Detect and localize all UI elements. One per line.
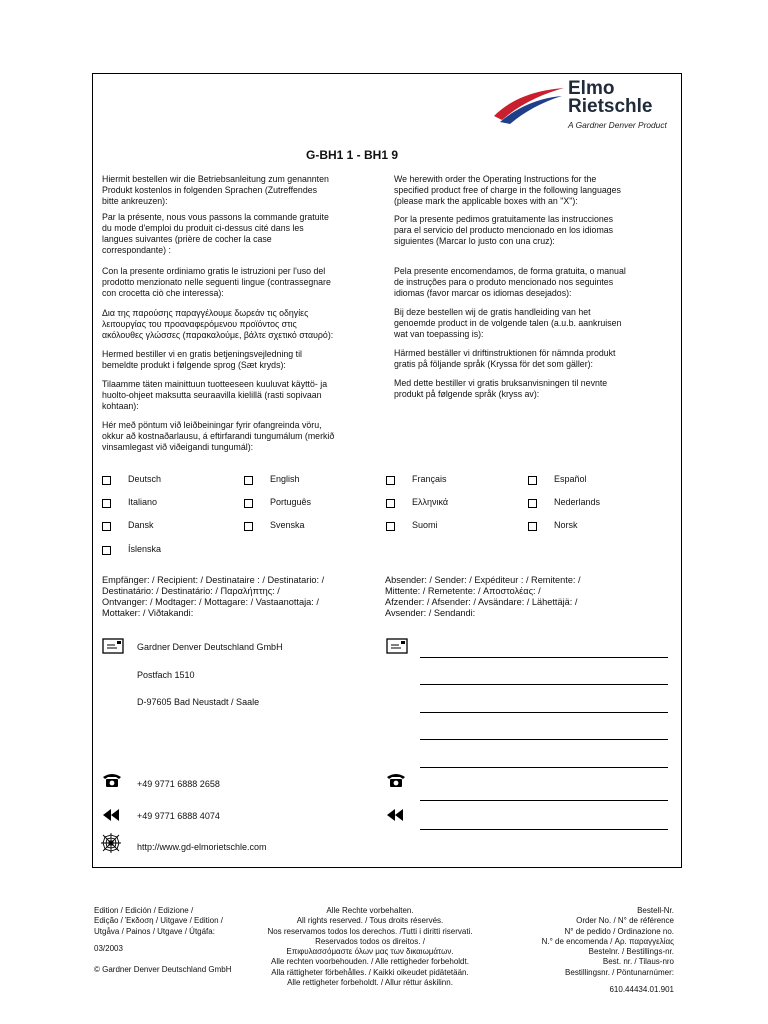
- intro-es: Por la presente pedimos gratuitamente las instrucciones para el servicio del producto mencionado en los idiomas siguientes (Marcar lo justo con una cruz):: [394, 214, 614, 246]
- sender-phone-line[interactable]: [420, 800, 668, 801]
- checkbox[interactable]: [528, 499, 537, 508]
- intro-sv: Härmed beställer vi driftinstruktionen för nämnda produkt gratis på följande språk (Kryssa för det som gäller):: [394, 348, 616, 369]
- swoosh-logo-icon: [492, 86, 566, 126]
- phone-icon: [102, 772, 122, 788]
- product-title: G-BH1 1 - BH1 9: [306, 148, 399, 162]
- intro-is: Hér með pöntum við leiðbeiningar fyrir ofangreinda vöru, okkur að kostnaðarlausu, á eftirfarandi tungumálum (merkið vinsamlegast við viðeigandi tungumál):: [102, 420, 335, 452]
- company-logo: [492, 80, 682, 134]
- logo-tagline: A Gardner Denver Product: [568, 120, 667, 130]
- checkbox[interactable]: [102, 476, 111, 485]
- copyright: © Gardner Denver Deutschland GmbH: [94, 965, 232, 974]
- edition-date: 03/2003: [94, 944, 123, 953]
- intro-de: Hiermit bestellen wir die Betriebsanleitung zum genannten Produkt kostenlos in folgenden Sprachen (Zutreffendes bitte ankreuzen):: [102, 174, 329, 206]
- sender-line-2[interactable]: [420, 684, 668, 685]
- checkbox[interactable]: [102, 499, 111, 508]
- checkbox[interactable]: [244, 522, 253, 531]
- recipient-label: Empfänger: / Recipient: / Destinataire : / Destinatario: / Destinatário: / Destinatário: / Παραλήπτης: / Ontvanger: / Modtager: / Mottagare: / Vastaanottaja: / Mottaker: / Viðtakandi:: [102, 575, 325, 618]
- checkbox[interactable]: [386, 522, 395, 531]
- order-number-label: Bestell-Nr. Order No. / N° de référence N° de pedido / Ordinazione no. N.° de encomenda / Αρ. παραγγελίας Bestelnr. / Bestillings-nr. Best. nr. / Tilaus-nro Bestillingsnr. / Pöntunarnúmer:: [541, 906, 674, 977]
- recipient-city: D-97605 Bad Neustadt / Saale: [137, 697, 260, 707]
- edition-label: Edition / Edición / Edizione / Edição / Έκδοση / Uitgave / Edition / Utgåva / Painos / Utgave / Útgáfa:: [94, 906, 223, 936]
- checkbox[interactable]: [244, 499, 253, 508]
- intro-en: We herewith order the Operating Instructions for the specified product free of charge in the following languages (please mark the applicable boxes with an "X"):: [394, 174, 621, 206]
- intro-nl: Bij deze bestellen wij de gratis handleiding van het genoemde product in de volgende talen (a.u.b. aankruisen wat van toepassing is):: [394, 307, 622, 339]
- sender-line-5[interactable]: [420, 767, 668, 768]
- sender-line-1[interactable]: [420, 657, 668, 658]
- checkbox[interactable]: [102, 546, 111, 555]
- recipient-phone: +49 9771 6888 2658: [137, 779, 220, 789]
- order-number: 610.44434.01.901: [609, 985, 674, 994]
- intro-fi: Tilaamme täten mainittuun tuotteeseen kuuluvat käyttö- ja huolto-ohjeet maksutta seuraavilla kielillä (rasti sopivaan kohtaan):: [102, 379, 328, 411]
- letter-icon: [386, 638, 408, 654]
- recipient-website[interactable]: http://www.gd-elmorietschle.com: [137, 842, 267, 852]
- intro-no: Med dette bestiller vi gratis bruksanvisningen til nevnte produkt på følgende språk (kryss av):: [394, 378, 608, 399]
- checkbox[interactable]: [386, 499, 395, 508]
- rights-reserved: Alle Rechte vorbehalten. All rights reserved. / Tous droits réservés. Nos reservamos todos los derechos. /Tutti i diritti riservati. Reservados todos os direitos. / Επιφυλασσόμαστε όλων μας των δικαιωμάτων. Alle rechten voorbehouden. / Alle rettigheder forbeholdt. Alla rättigheter förbehålles. / Kaikki oikeudet pidätetään. Alle rettigheter forbeholdt. / Allur réttur áskilinn.: [267, 906, 473, 988]
- checkbox[interactable]: [102, 522, 111, 531]
- recipient-fax: +49 9771 6888 4074: [137, 811, 220, 821]
- sender-line-4[interactable]: [420, 739, 668, 740]
- intro-it: Con la presente ordiniamo gratis le istruzioni per l'uso del prodotto menzionato nelle seguenti lingue (contrassegnare con crocetta ciò che interessa):: [102, 266, 331, 298]
- phone-icon: [386, 772, 406, 788]
- web-icon: [100, 832, 122, 854]
- checkbox[interactable]: [528, 522, 537, 531]
- sender-line-3[interactable]: [420, 712, 668, 713]
- sender-fax-line[interactable]: [420, 829, 668, 830]
- intro-pt: Pela presente encomendamos, de forma gratuita, o manual de instruções para o produto mencionado nos seguintes idiomas (favor marcar os idiomas desejados):: [394, 266, 626, 298]
- recipient-postbox: Postfach 1510: [137, 670, 195, 680]
- recipient-company: Gardner Denver Deutschland GmbH: [137, 642, 283, 652]
- logo-name: Elmo Rietschle: [568, 78, 653, 117]
- letter-icon: [102, 638, 124, 654]
- intro-fr: Par la présente, nous vous passons la commande gratuite du mode d'emploi du produit ci-dessus cité dans les langues suivantes (prière de cocher la case correspondante) :: [102, 212, 329, 255]
- fax-icon: [102, 808, 120, 822]
- intro-el: Δια της παρούσης παραγγέλουμε δωρεάν τις οδηγίες λειτουργίας του προαναφερόμενου προϊόντος στις ακόλουθες γλώσσες (παρακαλούμε, βάλτε σχετικό σταυρό):: [102, 308, 334, 340]
- checkbox[interactable]: [244, 476, 253, 485]
- checkbox[interactable]: [386, 476, 395, 485]
- fax-icon: [386, 808, 404, 822]
- checkbox[interactable]: [528, 476, 537, 485]
- sender-label: Absender: / Sender: / Expéditeur : / Remitente: / Mittente: / Remetente: / Αποστολέας: / Afzender: / Afsender: / Avsändare: / Lähettäjä: / Avsender: / Sendandi:: [385, 575, 581, 618]
- intro-da: Hermed bestiller vi en gratis betjeningsvejledning til bemeldte produkt i følgende sprog (Sæt kryds):: [102, 349, 302, 370]
